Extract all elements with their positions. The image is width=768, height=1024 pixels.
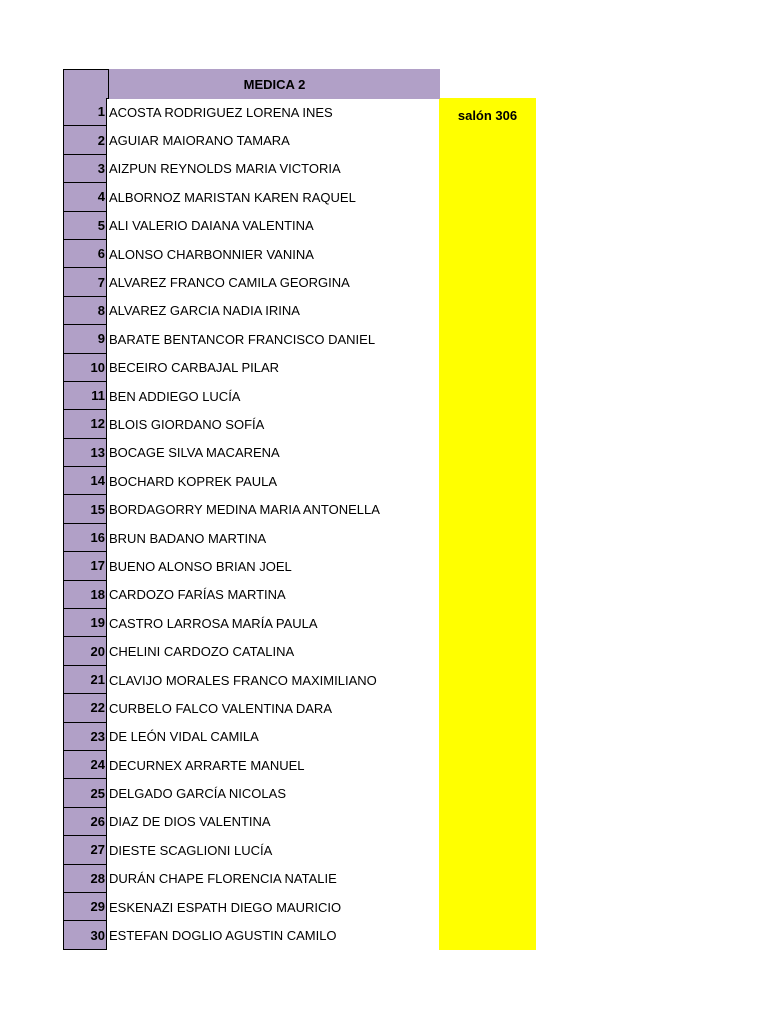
student-name: BRUN BADANO MARTINA xyxy=(109,530,267,546)
row-number: 12 xyxy=(63,410,107,438)
student-row xyxy=(63,297,443,325)
student-name: DIESTE SCAGLIONI LUCÍA xyxy=(109,842,273,858)
row-number: 20 xyxy=(63,637,107,665)
row-number: 2 xyxy=(63,126,107,154)
student-name: ALI VALERIO DAIANA VALENTINA xyxy=(109,218,314,234)
student-name: ALVAREZ GARCIA NADIA IRINA xyxy=(109,303,300,319)
student-name: BARATE BENTANCOR FRANCISCO DANIEL xyxy=(109,331,376,347)
row-number: 25 xyxy=(63,779,107,807)
row-number: 6 xyxy=(63,240,107,268)
student-name: DIAZ DE DIOS VALENTINA xyxy=(109,814,271,830)
student-row xyxy=(63,751,443,779)
row-number: 17 xyxy=(63,552,107,580)
student-row xyxy=(63,694,443,722)
student-row xyxy=(63,382,443,410)
student-name: ALONSO CHARBONNIER VANINA xyxy=(109,246,314,262)
student-row xyxy=(63,155,443,183)
student-name: AGUIAR MAIORANO TAMARA xyxy=(109,133,290,149)
student-name: CLAVIJO MORALES FRANCO MAXIMILIANO xyxy=(109,672,377,688)
row-number: 9 xyxy=(63,325,107,353)
row-number: 14 xyxy=(63,467,107,495)
group-title: MEDICA 2 xyxy=(109,69,440,99)
room-column xyxy=(439,98,536,950)
student-row xyxy=(63,921,443,949)
header-corner-cell xyxy=(63,69,109,99)
student-row xyxy=(63,325,443,353)
row-number: 27 xyxy=(63,836,107,864)
student-rows xyxy=(63,98,443,950)
student-row xyxy=(63,439,443,467)
student-row xyxy=(63,410,443,438)
student-name: BOCAGE SILVA MACARENA xyxy=(109,445,280,461)
student-row xyxy=(63,240,443,268)
row-number: 18 xyxy=(63,581,107,609)
row-number: 3 xyxy=(63,155,107,183)
student-row xyxy=(63,183,443,211)
row-number: 10 xyxy=(63,354,107,382)
row-number: 21 xyxy=(63,666,107,694)
student-row xyxy=(63,637,443,665)
row-number: 5 xyxy=(63,212,107,240)
student-row xyxy=(63,126,443,154)
row-number: 26 xyxy=(63,808,107,836)
student-row xyxy=(63,552,443,580)
row-number: 19 xyxy=(63,609,107,637)
student-row xyxy=(63,893,443,921)
row-number: 1 xyxy=(63,98,107,126)
row-number: 29 xyxy=(63,893,107,921)
student-name: CHELINI CARDOZO CATALINA xyxy=(109,644,295,660)
student-row xyxy=(63,666,443,694)
student-name: DE LEÓN VIDAL CAMILA xyxy=(109,729,259,745)
student-name: BORDAGORRY MEDINA MARIA ANTONELLA xyxy=(109,502,380,518)
student-name: CURBELO FALCO VALENTINA DARA xyxy=(109,700,332,716)
student-name: ALVAREZ FRANCO CAMILA GEORGINA xyxy=(109,275,350,291)
row-number: 23 xyxy=(63,723,107,751)
student-row xyxy=(63,581,443,609)
student-name: ACOSTA RODRIGUEZ LORENA INES xyxy=(109,104,333,120)
student-name: DELGADO GARCÍA NICOLAS xyxy=(109,786,286,802)
student-row xyxy=(63,524,443,552)
student-row xyxy=(63,268,443,296)
student-row xyxy=(63,865,443,893)
row-number: 8 xyxy=(63,297,107,325)
student-name: BLOIS GIORDANO SOFÍA xyxy=(109,416,265,432)
student-row xyxy=(63,98,443,126)
student-name: BUENO ALONSO BRIAN JOEL xyxy=(109,558,292,574)
student-row xyxy=(63,212,443,240)
student-row xyxy=(63,467,443,495)
student-name: AIZPUN REYNOLDS MARIA VICTORIA xyxy=(109,161,341,177)
student-name: DURÁN CHAPE FLORENCIA NATALIE xyxy=(109,871,337,887)
row-number: 22 xyxy=(63,694,107,722)
student-row xyxy=(63,495,443,523)
student-name: BEN ADDIEGO LUCÍA xyxy=(109,388,241,404)
row-number: 4 xyxy=(63,183,107,211)
row-number: 28 xyxy=(63,865,107,893)
room-label: salón 306 xyxy=(457,108,518,123)
student-name: BECEIRO CARBAJAL PILAR xyxy=(109,360,280,376)
row-number: 11 xyxy=(63,382,107,410)
row-number: 15 xyxy=(63,495,107,523)
student-row xyxy=(63,779,443,807)
student-row xyxy=(63,354,443,382)
student-name: BOCHARD KOPREK PAULA xyxy=(109,473,278,489)
student-row xyxy=(63,808,443,836)
row-number: 16 xyxy=(63,524,107,552)
student-name: ALBORNOZ MARISTAN KAREN RAQUEL xyxy=(109,189,356,205)
student-row xyxy=(63,836,443,864)
row-number: 24 xyxy=(63,751,107,779)
student-name: ESTEFAN DOGLIO AGUSTIN CAMILO xyxy=(109,928,337,944)
student-row xyxy=(63,723,443,751)
row-number: 7 xyxy=(63,268,107,296)
student-row xyxy=(63,609,443,637)
student-name: ESKENAZI ESPATH DIEGO MAURICIO xyxy=(109,899,342,915)
student-name: CARDOZO FARÍAS MARTINA xyxy=(109,587,286,603)
student-name: DECURNEX ARRARTE MANUEL xyxy=(109,757,305,773)
header-row xyxy=(63,69,440,98)
student-name: CASTRO LARROSA MARÍA PAULA xyxy=(109,615,318,631)
row-number: 13 xyxy=(63,439,107,467)
row-number: 30 xyxy=(63,921,107,949)
